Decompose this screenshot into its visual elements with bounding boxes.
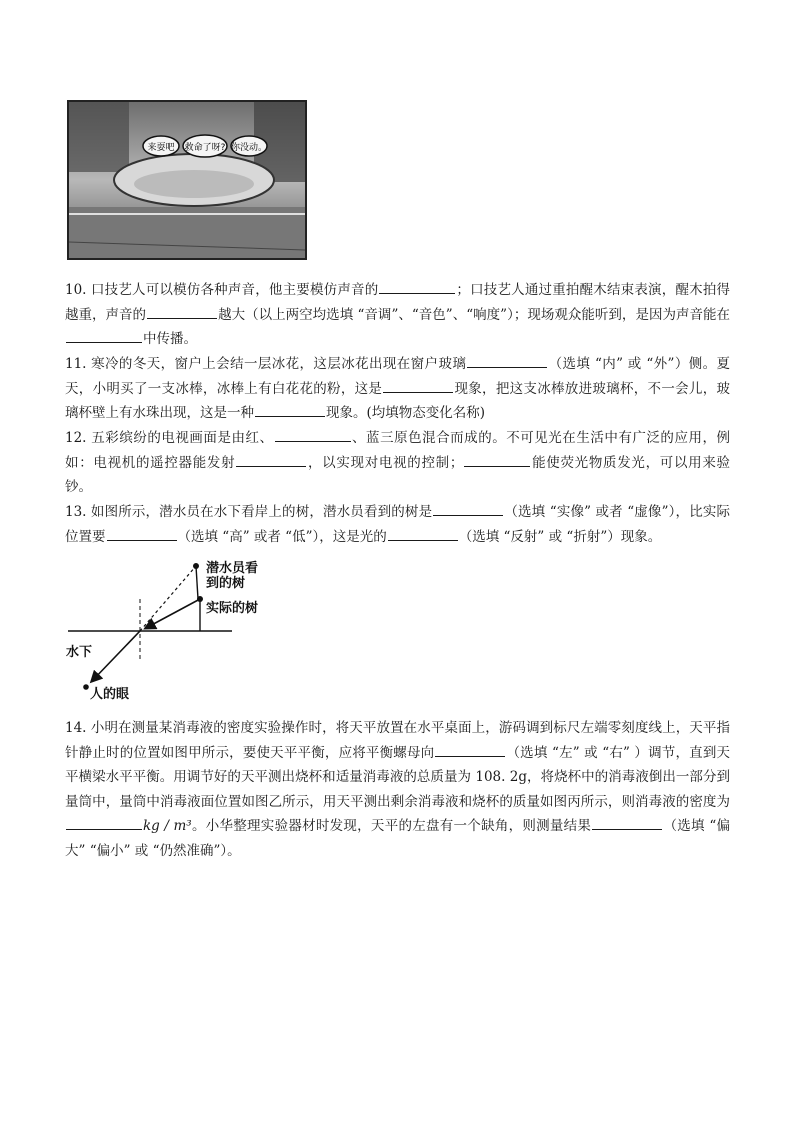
q13-text-1: 13. 如图所示，潜水员在水下看岸上的树，潜水员看到的树是 bbox=[65, 504, 433, 520]
label-eye: 人的眼 bbox=[90, 687, 130, 702]
q14-blank-1[interactable] bbox=[435, 741, 505, 757]
q10-text-4: 中传播。 bbox=[143, 331, 197, 347]
q12-text-3: ，以实现对电视的控制； bbox=[307, 454, 464, 471]
bubble-3-text: 你没动。 bbox=[230, 143, 268, 153]
q10-blank-2[interactable] bbox=[147, 303, 217, 319]
q13-blank-2[interactable] bbox=[107, 525, 177, 541]
q12-text-4: 能使荧光物质发光，可以用来验钞。 bbox=[65, 454, 731, 495]
q12-text-2: 、蓝三原色混合而成的。不可见光在生活中有广泛的应用，例如：电视机的遥控器能发射 bbox=[65, 430, 730, 471]
q13-blank-1[interactable] bbox=[433, 500, 503, 516]
q14-unit: kg / m³ bbox=[143, 818, 192, 834]
bubble-1-text: 来耍吧 bbox=[147, 143, 175, 153]
label-underwater: 水下 bbox=[66, 645, 93, 660]
q13-blank-3[interactable] bbox=[388, 525, 458, 541]
q11-text-4: 现象。(均填物态变化名称) bbox=[326, 405, 486, 421]
virtual-tree-point bbox=[193, 563, 199, 569]
refracted-ray bbox=[92, 631, 140, 681]
q14-text-1: 14. 小明在测量某消毒液的密度实验操作时，将天平放置在水平桌面上，游码调到标尺左端零刻度线上，天平指针静止时的位置如图甲所示，要使天平平衡，应将平衡螺母向 bbox=[65, 720, 730, 761]
q12-text-1: 12. 五彩缤纷的电视画面是由红、 bbox=[65, 430, 274, 446]
q11-blank-2[interactable] bbox=[383, 377, 453, 393]
refraction-diagram bbox=[60, 556, 290, 706]
q12-blank-3[interactable] bbox=[464, 451, 530, 467]
performance-photo-drawing bbox=[69, 102, 305, 258]
q11-text-1: 11. 寒冷的冬天，窗户上会结一层冰花，这层冰花出现在窗户玻璃 bbox=[65, 356, 467, 372]
q12-blank-2[interactable] bbox=[236, 451, 306, 467]
q14-text-2: （选填 “左” 或 “右” ）调节，直到天平横梁水平平衡。用调节好的天平测出烧杯和适量消毒液的总质量为 108. 2g，将烧杯中的消毒液倒出一部分到量筒中，量筒中消毒液面位置如图乙所示，用天平测出剩余消毒液和烧杯的质量如图丙所示，则消毒液的密度为 bbox=[65, 744, 730, 810]
q12-blank-1[interactable] bbox=[275, 426, 351, 442]
q13-text-4: （选填 “反射” 或 “折射”）现象。 bbox=[458, 528, 662, 545]
q10-text-1: 10. 口技艺人可以模仿各种声音，他主要模仿声音的 bbox=[65, 282, 379, 298]
question-13 bbox=[65, 500, 730, 549]
question-12 bbox=[65, 426, 730, 500]
q11-text-2: （选填 “内” 或 “外”）侧。夏天，小明买了一支冰棒，冰棒上有白花花的粉，这是 bbox=[65, 356, 731, 397]
q13-text-3: （选填 “高” 或者 “低”），这是光的 bbox=[177, 528, 387, 545]
label-seen-tree-2: 到的树 bbox=[206, 576, 246, 591]
bubble-2-text: 救命了呀? bbox=[184, 143, 226, 153]
q11-blank-1[interactable] bbox=[467, 352, 547, 368]
question-10 bbox=[65, 278, 730, 352]
eye-point bbox=[83, 684, 89, 690]
virtual-image-ray bbox=[140, 566, 196, 631]
label-actual-tree: 实际的树 bbox=[206, 601, 259, 616]
q14-blank-2[interactable] bbox=[66, 814, 142, 830]
performance-photo bbox=[67, 100, 307, 260]
q10-blank-3[interactable] bbox=[66, 327, 142, 343]
incident-ray bbox=[146, 599, 200, 628]
q13-text-2: （选填 “实像” 或者 “虚像”），比实际位置要 bbox=[65, 504, 730, 545]
q11-text-3: 现象，把这支冰棒放进玻璃杯，不一会儿，玻璃杯壁上有水珠出现，这是一种 bbox=[65, 380, 731, 421]
question-11 bbox=[65, 352, 730, 426]
q10-text-3: 越大（以上两空均选填 “音调”、“音色”、“响度”）；现场观众能听到，是因为声音能在 bbox=[218, 306, 731, 323]
question-14 bbox=[65, 716, 730, 863]
q14-blank-3[interactable] bbox=[592, 814, 662, 830]
q10-text-2: ；口技艺人通过重拍醒木结束表演，醒木拍得越重，声音的 bbox=[65, 282, 731, 323]
q14-text-4: （选填 “偏大” “偏小” 或 “仍然准确”）。 bbox=[65, 818, 730, 859]
q11-blank-3[interactable] bbox=[255, 401, 325, 417]
virtual-tree-line bbox=[196, 566, 198, 599]
label-seen-tree-1: 潜水员看 bbox=[206, 561, 259, 576]
q10-blank-1[interactable] bbox=[379, 278, 455, 294]
q14-text-3: 。小华整理实验器材时发现，天平的左盘有一个缺角，则测量结果 bbox=[191, 818, 592, 834]
